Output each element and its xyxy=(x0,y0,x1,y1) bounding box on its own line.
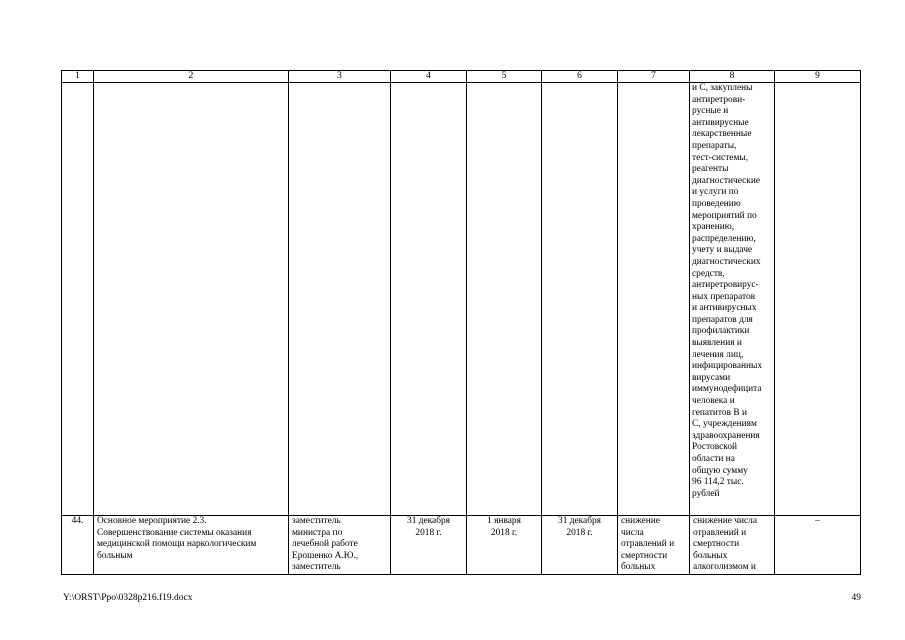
cell-result-continuation xyxy=(690,83,775,516)
text-line: средств, xyxy=(692,268,725,279)
text-line: учету и выдаче xyxy=(692,245,753,256)
cell-start-date xyxy=(467,516,542,575)
row-number: 44. xyxy=(62,516,94,575)
text-line: Совершенствование системы оказания xyxy=(97,527,252,538)
col-header-4: 4 xyxy=(391,71,467,83)
column-number-row xyxy=(62,71,861,83)
col-header-6: 6 xyxy=(542,71,618,83)
text-line: алкоголизмом и xyxy=(693,562,756,573)
cell-deadline xyxy=(542,516,618,575)
text-line: Ростовской xyxy=(692,442,738,453)
text-line: человека и xyxy=(692,396,735,407)
cell-notes: – xyxy=(775,516,861,575)
text-line: реагенты xyxy=(692,164,729,175)
text-line: заместитель xyxy=(292,516,341,526)
table-row-continuation xyxy=(62,83,861,516)
text-line: снижение числа xyxy=(693,516,757,526)
page-number: 49 xyxy=(851,593,861,603)
text-line: антиретрови- xyxy=(692,94,746,105)
text-line: 2018 г. xyxy=(490,527,518,538)
text-line: и антивирусных xyxy=(692,303,757,314)
cell-empty xyxy=(62,83,94,516)
text-line: отравлений и xyxy=(693,527,747,538)
cell-responsible xyxy=(289,516,391,575)
text-line: снижение xyxy=(621,516,660,526)
text-line: препаратов для xyxy=(692,314,753,325)
text-line: рублей xyxy=(692,488,720,499)
col-header-3: 3 xyxy=(289,71,391,83)
text-line: препараты, xyxy=(692,140,737,151)
cell-empty xyxy=(542,83,618,516)
text-line: 96 114,2 тыс. xyxy=(692,477,744,488)
text-line: министра по xyxy=(292,527,343,538)
text-line: больным xyxy=(97,550,133,561)
text-line: иммунодефицита xyxy=(692,384,762,395)
text-line: гепатитов В и xyxy=(692,407,747,418)
cell-empty xyxy=(618,83,690,516)
text-line: области на xyxy=(692,454,735,464)
text-line: мероприятий по xyxy=(692,210,757,221)
col-header-9: 9 xyxy=(775,71,861,83)
col-header-7: 7 xyxy=(618,71,690,83)
text-line: диагностических xyxy=(692,256,761,267)
text-line: С, учреждениям xyxy=(692,419,757,430)
text-line: антиретровирус- xyxy=(692,280,759,291)
text-line: смертности xyxy=(621,550,668,561)
text-line: лечебной работе xyxy=(292,539,358,550)
text-line: медицинской помощи наркологическим xyxy=(97,539,257,550)
text-line: профилактики xyxy=(692,326,750,337)
col-header-8: 8 xyxy=(690,71,775,83)
cell-actual-result xyxy=(690,516,775,575)
text-line: заместитель xyxy=(292,562,341,573)
text-line: ных препаратов xyxy=(692,291,756,302)
cell-empty xyxy=(775,83,861,516)
text-line: Основное мероприятие 2.3. xyxy=(97,516,207,526)
cell-end-date xyxy=(391,516,467,575)
text-line: 2018 г. xyxy=(415,527,442,538)
text-line: числа xyxy=(621,527,644,538)
cell-empty xyxy=(94,83,289,516)
text-line: проведению xyxy=(692,198,741,209)
text-line: вирусами xyxy=(692,372,731,383)
text-line: 31 декабря xyxy=(407,516,450,526)
text-line: больных xyxy=(621,562,656,573)
text-line: общую сумму xyxy=(692,465,748,476)
col-header-1: 1 xyxy=(62,71,94,83)
text-line: лечения лиц, xyxy=(692,349,744,360)
text-line: инфицированных xyxy=(692,361,763,372)
text-line: 1 января xyxy=(487,516,521,526)
plan-table xyxy=(61,70,861,575)
text-line: смертности xyxy=(693,539,740,550)
text-line: выявления и xyxy=(692,338,742,349)
cell-empty xyxy=(467,83,542,516)
cell-expected-result xyxy=(618,516,690,575)
col-header-2: 2 xyxy=(94,71,289,83)
text-line: тест-системы, xyxy=(692,152,749,163)
file-path: Y:\ORST\Ppo\0328p216.f19.docx xyxy=(63,593,193,603)
text-line: хранению, xyxy=(692,222,735,233)
cell-activity-name xyxy=(94,516,289,575)
text-line: Ерошенко А.Ю., xyxy=(292,550,359,561)
text-line: 2018 г. xyxy=(566,527,593,538)
cell-empty xyxy=(391,83,467,516)
text-line: распределению, xyxy=(692,233,756,244)
text-line: и С, закуплены xyxy=(692,83,753,93)
text-line: отравлений и xyxy=(621,539,675,550)
cell-empty xyxy=(289,83,391,516)
text-line: антивирусные xyxy=(692,117,749,128)
text-line: и услуги по xyxy=(692,187,739,198)
text-line: 31 декабря xyxy=(558,516,601,526)
text-line: русные и xyxy=(692,106,729,117)
text-line: здравоохранения xyxy=(692,430,760,441)
text-line: лекарственные xyxy=(692,129,752,140)
text-line: больных xyxy=(693,550,728,561)
col-header-5: 5 xyxy=(467,71,542,83)
text-line: диагностические xyxy=(692,175,761,186)
table-row-44 xyxy=(62,516,861,575)
